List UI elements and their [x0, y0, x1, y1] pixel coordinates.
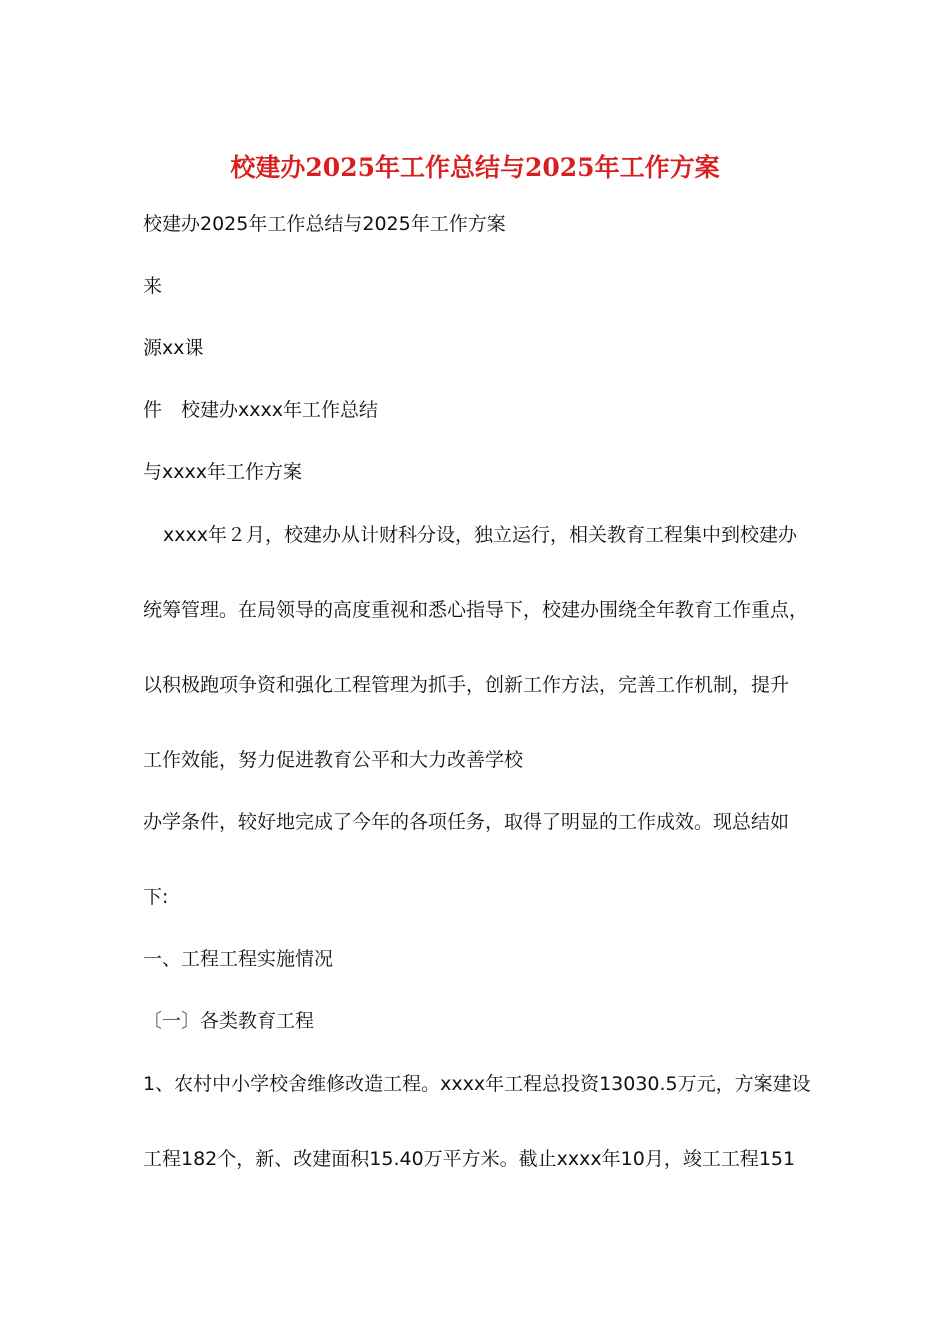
subsection-heading: 〔一〕各类教育工程 — [143, 1010, 315, 1032]
subtitle-line: 校建办2025年工作总结与2025年工作方案 — [143, 213, 506, 235]
paragraph-line: xxxx年２月，校建办从计财科分设，独立运行，相关教育工程集中到校建办 — [163, 524, 797, 546]
text-line: 源xx课 — [143, 337, 204, 359]
text-line: 与xxxx年工作方案 — [143, 461, 302, 483]
paragraph-line: 工程182个，新、改建面积15.40万平方米。截止xxxx年10月，竣工工程151 — [143, 1148, 796, 1170]
paragraph-line: 工作效能，努力促进教育公平和大力改善学校 — [143, 749, 524, 771]
paragraph-line: 以积极跑项争资和强化工程管理为抓手，创新工作方法，完善工作机制，提升 — [143, 674, 790, 696]
text-line: 件 校建办xxxx年工作总结 — [143, 399, 378, 421]
document-title: 校建办2025年工作总结与2025年工作方案 — [230, 153, 720, 182]
paragraph-line: 下: — [143, 886, 169, 908]
text-line: 来 — [143, 275, 163, 297]
section-heading: 一、工程工程实施情况 — [143, 948, 334, 970]
paragraph-line: 1、农村中小学校舍维修改造工程。xxxx年工程总投资13030.5万元，方案建设 — [143, 1073, 811, 1095]
paragraph-line: 统筹管理。在局领导的高度重视和悉心指导下，校建办围绕全年教育工作重点， — [143, 599, 809, 621]
paragraph-line: 办学条件，较好地完成了今年的各项任务，取得了明显的工作成效。现总结如 — [143, 811, 790, 833]
